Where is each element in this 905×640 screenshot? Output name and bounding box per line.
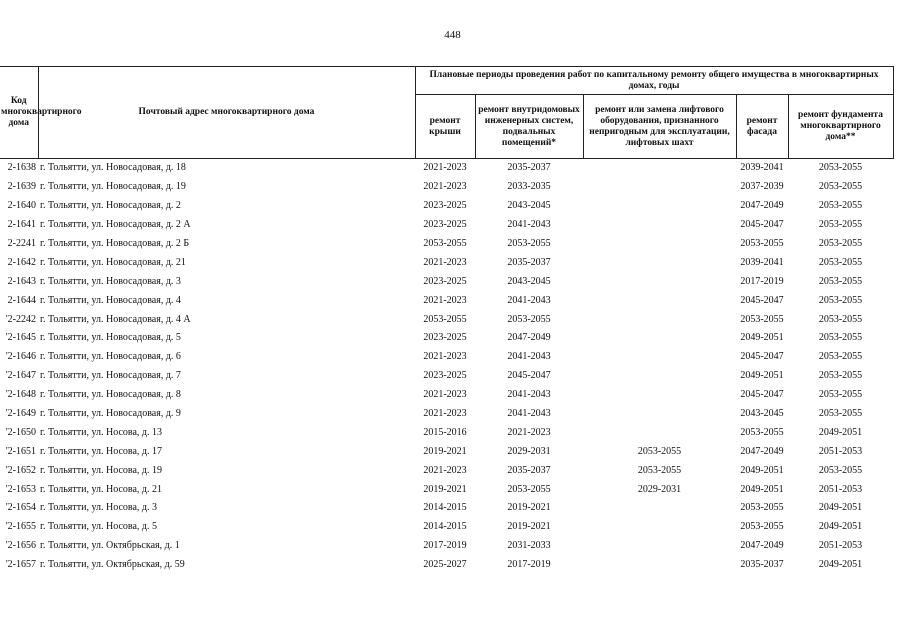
cell-elevator xyxy=(583,367,736,386)
header-foundation: ремонт фундамента многоквартирного дома** xyxy=(788,95,893,159)
cell-foundation: 2053-2055 xyxy=(818,162,863,174)
cell-elevator: 2029-2031 xyxy=(637,483,682,495)
cell-elevator xyxy=(583,499,736,518)
cell-engineering: 2041-2043 xyxy=(507,389,551,401)
cell-facade: 2045-2047 xyxy=(740,219,784,231)
cell-facade: 2043-2045 xyxy=(740,408,784,420)
cell-elevator xyxy=(583,197,736,216)
cell-code: '2-1649 xyxy=(5,408,36,420)
cell-engineering: 2033-2035 xyxy=(507,181,551,193)
cell-elevator xyxy=(583,518,736,537)
table-row xyxy=(0,253,893,272)
cell-elevator xyxy=(583,216,736,235)
cell-facade: 2053-2055 xyxy=(740,313,784,325)
cell-engineering: 2035-2037 xyxy=(507,162,551,174)
cell-engineering: 2019-2021 xyxy=(507,502,551,514)
cell-roof: 2023-2025 xyxy=(423,275,467,287)
table-row xyxy=(0,348,893,367)
cell-code: '2-1650 xyxy=(5,426,36,438)
header-code: Код многоквартирного дома xyxy=(0,67,38,159)
cell-address: г. Тольятти, ул. Новосадовая, д. 6 xyxy=(40,351,181,363)
cell-engineering: 2043-2045 xyxy=(507,275,551,287)
cell-elevator xyxy=(583,253,736,272)
cell-engineering: 2041-2043 xyxy=(507,219,551,231)
cell-engineering: 2053-2055 xyxy=(507,483,551,495)
cell-code: '2-1656 xyxy=(5,540,36,552)
cell-elevator xyxy=(583,537,736,556)
cell-facade: 2053-2055 xyxy=(740,426,784,438)
table-row xyxy=(0,518,893,537)
table-row xyxy=(0,442,893,461)
cell-code: 2-1639 xyxy=(7,181,36,193)
cell-roof: 2021-2023 xyxy=(423,408,467,420)
cell-facade: 2053-2055 xyxy=(740,521,784,533)
cell-facade: 2049-2051 xyxy=(740,332,784,344)
table-row xyxy=(0,235,893,254)
cell-address: г. Тольятти, ул. Носова, д. 3 xyxy=(40,502,158,514)
cell-roof: 2023-2025 xyxy=(423,200,467,212)
cell-elevator xyxy=(583,329,736,348)
cell-roof: 2021-2023 xyxy=(423,256,467,268)
cell-facade: 2037-2039 xyxy=(740,181,784,193)
cell-elevator xyxy=(583,556,736,575)
table-row xyxy=(0,367,893,386)
cell-address: г. Тольятти, ул. Новосадовая, д. 7 xyxy=(40,370,181,382)
cell-code: '2-1646 xyxy=(5,351,36,363)
cell-code: '2-1655 xyxy=(5,521,36,533)
cell-facade: 2047-2049 xyxy=(740,445,784,457)
cell-elevator xyxy=(583,423,736,442)
header-elevator: ремонт или замена лифтового оборудования, признанного непригодным для эксплуатации, лифтовых шахт xyxy=(583,95,736,159)
cell-engineering: 2035-2037 xyxy=(507,256,551,268)
cell-address: г. Тольятти, ул. Новосадовая, д. 2 Б xyxy=(40,238,190,249)
cell-roof: 2023-2025 xyxy=(423,370,467,382)
cell-roof: 2019-2021 xyxy=(423,445,467,457)
cell-facade: 2049-2051 xyxy=(740,370,784,382)
cell-address: г. Тольятти, ул. Носова, д. 21 xyxy=(40,483,163,495)
cell-facade: 2045-2047 xyxy=(740,389,784,401)
cell-engineering: 2019-2021 xyxy=(507,521,551,533)
cell-engineering: 2041-2043 xyxy=(507,408,551,420)
cell-roof: 2021-2023 xyxy=(423,464,467,476)
cell-roof: 2021-2023 xyxy=(423,162,467,174)
cell-code: '2-1647 xyxy=(5,370,36,382)
cell-address: г. Тольятти, ул. Новосадовая, д. 8 xyxy=(40,389,181,401)
cell-code: '2-1645 xyxy=(5,332,36,344)
table-row xyxy=(0,405,893,424)
cell-facade: 2053-2055 xyxy=(740,502,784,514)
cell-foundation: 2053-2055 xyxy=(818,294,863,306)
cell-code: 2-2241 xyxy=(7,238,36,249)
cell-code: 2-1640 xyxy=(7,200,36,212)
cell-foundation: 2053-2055 xyxy=(818,389,863,401)
cell-facade: 2047-2049 xyxy=(740,540,784,552)
cell-engineering: 2053-2055 xyxy=(507,238,551,249)
cell-address: г. Тольятти, ул. Новосадовая, д. 21 xyxy=(40,256,186,268)
cell-roof: 2023-2025 xyxy=(423,332,467,344)
cell-foundation: 2051-2053 xyxy=(818,540,863,552)
table-row xyxy=(0,216,893,235)
cell-engineering: 2053-2055 xyxy=(507,313,551,325)
cell-foundation: 2051-2053 xyxy=(818,445,863,457)
table-row xyxy=(0,159,893,178)
cell-engineering: 2021-2023 xyxy=(507,426,551,438)
cell-elevator xyxy=(583,272,736,291)
cell-address: г. Тольятти, ул. Новосадовая, д. 4 xyxy=(40,294,181,306)
table-row xyxy=(0,310,893,329)
cell-elevator xyxy=(583,386,736,405)
cell-elevator xyxy=(583,291,736,310)
cell-facade: 2035-2037 xyxy=(740,559,784,571)
table-row xyxy=(0,537,893,556)
cell-roof: 2014-2015 xyxy=(423,521,467,533)
cell-address: г. Тольятти, ул. Новосадовая, д. 2 xyxy=(40,200,181,212)
table-row xyxy=(0,461,893,480)
cell-engineering: 2045-2047 xyxy=(507,370,551,382)
cell-address: г. Тольятти, ул. Новосадовая, д. 2 А xyxy=(40,219,191,231)
cell-address: г. Тольятти, ул. Носова, д. 19 xyxy=(40,464,163,476)
cell-foundation: 2053-2055 xyxy=(818,464,863,476)
header-engineering: ремонт внутридомовых инженерных систем, подвальных помещений* xyxy=(475,95,583,159)
cell-address: г. Тольятти, ул. Новосадовая, д. 5 xyxy=(40,332,181,344)
table-row xyxy=(0,499,893,518)
cell-facade: 2039-2041 xyxy=(740,256,784,268)
table-row xyxy=(0,423,893,442)
cell-foundation: 2053-2055 xyxy=(818,275,863,287)
table-row xyxy=(0,272,893,291)
cell-facade: 2049-2051 xyxy=(740,483,784,495)
cell-elevator xyxy=(583,310,736,329)
cell-roof: 2017-2019 xyxy=(423,540,467,552)
header-facade: ремонт фасада xyxy=(736,95,788,159)
cell-foundation: 2053-2055 xyxy=(818,408,863,420)
cell-address: г. Тольятти, ул. Октябрьская, д. 59 xyxy=(40,559,185,571)
cell-roof: 2025-2027 xyxy=(423,559,467,571)
cell-facade: 2053-2055 xyxy=(740,238,784,249)
cell-code: 2-1641 xyxy=(7,219,36,231)
cell-engineering: 2047-2049 xyxy=(507,332,551,344)
cell-foundation: 2053-2055 xyxy=(818,200,863,212)
cell-code: '2-1654 xyxy=(5,502,36,514)
table-row xyxy=(0,556,893,575)
cell-foundation: 2049-2051 xyxy=(818,559,863,571)
cell-foundation: 2053-2055 xyxy=(818,256,863,268)
cell-roof: 2021-2023 xyxy=(423,389,467,401)
cell-code: 2-1638 xyxy=(7,162,36,174)
cell-elevator xyxy=(583,405,736,424)
cell-roof: 2021-2023 xyxy=(423,351,467,363)
cell-roof: 2023-2025 xyxy=(423,219,467,231)
table-header xyxy=(0,67,893,159)
cell-address: г. Тольятти, ул. Новосадовая, д. 3 xyxy=(40,275,181,287)
cell-code: '2-2242 xyxy=(5,313,36,325)
table-row xyxy=(0,386,893,405)
table-body xyxy=(0,159,893,575)
cell-address: г. Тольятти, ул. Октябрьская, д. 1 xyxy=(40,540,180,552)
cell-foundation: 2049-2051 xyxy=(818,502,863,514)
cell-foundation: 2053-2055 xyxy=(818,370,863,382)
page-number: 448 xyxy=(444,29,461,41)
cell-facade: 2049-2051 xyxy=(740,464,784,476)
cell-address: г. Тольятти, ул. Новосадовая, д. 9 xyxy=(40,408,181,420)
cell-engineering: 2029-2031 xyxy=(507,445,551,457)
cell-facade: 2045-2047 xyxy=(740,294,784,306)
table-row xyxy=(0,291,893,310)
cell-engineering: 2041-2043 xyxy=(507,351,551,363)
cell-elevator xyxy=(583,235,736,254)
cell-foundation: 2053-2055 xyxy=(818,332,863,344)
cell-foundation: 2053-2055 xyxy=(818,313,863,325)
cell-engineering: 2031-2033 xyxy=(507,540,551,552)
cell-foundation: 2053-2055 xyxy=(818,238,863,249)
cell-elevator: 2053-2055 xyxy=(637,445,682,457)
cell-engineering: 2043-2045 xyxy=(507,200,551,212)
cell-engineering: 2017-2019 xyxy=(507,559,551,571)
cell-foundation: 2049-2051 xyxy=(818,521,863,533)
cell-address: г. Тольятти, ул. Новосадовая, д. 19 xyxy=(40,181,186,193)
cell-facade: 2045-2047 xyxy=(740,351,784,363)
cell-code: '2-1657 xyxy=(5,559,36,571)
capital-repair-table xyxy=(0,66,894,575)
cell-engineering: 2035-2037 xyxy=(507,464,551,476)
cell-foundation: 2053-2055 xyxy=(818,219,863,231)
cell-foundation: 2049-2051 xyxy=(818,426,863,438)
cell-address: г. Тольятти, ул. Новосадовая, д. 18 xyxy=(40,162,186,174)
table-row xyxy=(0,480,893,499)
cell-foundation: 2053-2055 xyxy=(818,351,863,363)
cell-code: '2-1651 xyxy=(5,445,36,457)
cell-engineering: 2041-2043 xyxy=(507,294,551,306)
cell-address: г. Тольятти, ул. Носова, д. 17 xyxy=(40,445,163,457)
cell-roof: 2019-2021 xyxy=(423,483,467,495)
cell-elevator xyxy=(583,178,736,197)
cell-roof: 2053-2055 xyxy=(423,238,467,249)
cell-facade: 2017-2019 xyxy=(740,275,784,287)
cell-code: 2-1644 xyxy=(7,294,36,306)
cell-code: 2-1642 xyxy=(7,256,36,268)
cell-code: 2-1643 xyxy=(7,275,36,287)
cell-roof: 2021-2023 xyxy=(423,181,467,193)
cell-address: г. Тольятти, ул. Носова, д. 13 xyxy=(40,426,163,438)
cell-facade: 2039-2041 xyxy=(740,162,784,174)
cell-code: '2-1648 xyxy=(5,389,36,401)
cell-address: г. Тольятти, ул. Новосадовая, д. 4 А xyxy=(40,313,191,325)
cell-elevator xyxy=(583,159,736,178)
cell-facade: 2047-2049 xyxy=(740,200,784,212)
cell-address: г. Тольятти, ул. Носова, д. 5 xyxy=(40,521,158,533)
cell-code: '2-1653 xyxy=(5,483,36,495)
cell-foundation: 2053-2055 xyxy=(818,181,863,193)
header-periods-group: Плановые периоды проведения работ по капитальному ремонту общего имущества в многоквартирных домах, годы xyxy=(415,67,893,95)
header-address: Почтовый адрес многоквартирного дома xyxy=(38,67,415,159)
cell-foundation: 2051-2053 xyxy=(818,483,863,495)
table-row xyxy=(0,329,893,348)
cell-roof: 2015-2016 xyxy=(423,426,467,438)
cell-code: '2-1652 xyxy=(5,464,36,476)
table-row xyxy=(0,197,893,216)
cell-elevator: 2053-2055 xyxy=(637,464,682,476)
header-roof: ремонт крыши xyxy=(415,95,475,159)
table-row xyxy=(0,178,893,197)
cell-elevator xyxy=(583,348,736,367)
cell-roof: 2014-2015 xyxy=(423,502,467,514)
cell-roof: 2053-2055 xyxy=(423,313,467,325)
cell-roof: 2021-2023 xyxy=(423,294,467,306)
